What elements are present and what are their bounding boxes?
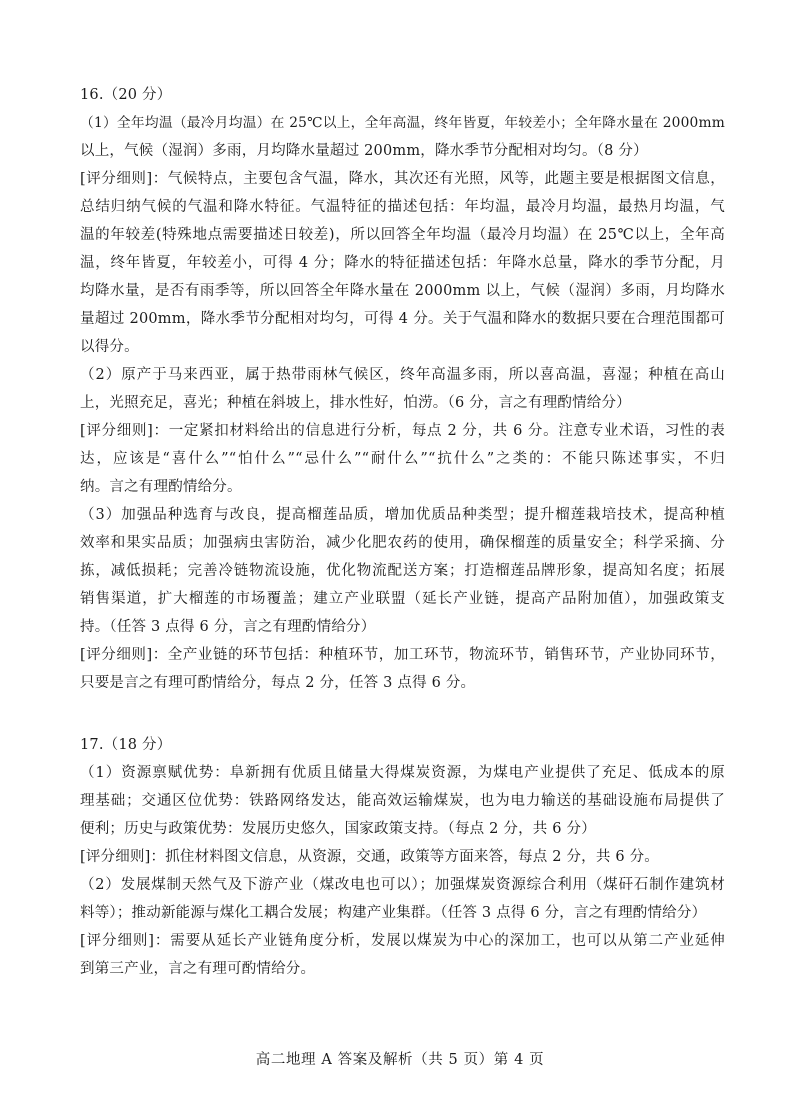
q16-part1-rubric <box>80 165 725 361</box>
text-line: 以得分。 <box>80 339 139 355</box>
text-line: [评分细则]：全产业链的环节包括：种植环节，加工环节，物流环节，销售环节，产业协同环节， <box>80 647 725 663</box>
q16-part2-answer <box>80 361 725 417</box>
text-line: [评分细则]：气候特点，主要包含气温，降水，其次还有光照，风等，此题主要是根据图文信息， <box>80 171 725 187</box>
q16-part3-answer <box>80 501 725 641</box>
text-line: （2）发展煤制天然气及下游产业（煤改电也可以）；加强煤炭资源综合利用（煤矸石制作建筑材 <box>80 877 725 893</box>
text-line: 料等）；推动新能源与煤化工耦合发展；构建产业集群。（任答 3 点得 6 分，言之有理酌情给分） <box>80 905 707 921</box>
text-line: 理基础；交通区位优势：铁路网络发达，能高效运输煤炭，也为电力输送的基础设施布局提供了 <box>80 793 725 809</box>
text-line: 总结归纳气候的气温和降水特征。气温特征的描述包括：年均温，最冷月均温，最热月均温，气 <box>80 199 725 215</box>
q16-part3-rubric <box>80 641 725 697</box>
q17-part2-answer <box>80 871 725 927</box>
text-line: 量超过 200mm，降水季节分配相对均匀，可得 4 分。关于气温和降水的数据只要在合理范围都可 <box>80 311 725 327</box>
text-line: 到第三产业，言之有理可酌情给分。 <box>80 961 316 977</box>
text-line: [评分细则]：抓住材料图文信息，从资源，交通，政策等方面来答，每点 2 分，共 6 分。 <box>80 849 659 865</box>
text-line: 便利；历史与政策优势：发展历史悠久，国家政策支持。（每点 2 分，共 6 分） <box>80 821 596 837</box>
text-line: 温的年较差(特殊地点需要描述日较差)，所以回答全年均温（最冷月均温）在 25℃以上，全年高 <box>80 227 725 243</box>
text-line: 纳。言之有理酌情给分。 <box>80 479 242 495</box>
text-line: 上，光照充足，喜光；种植在斜坡上，排水性好，怕涝。（6 分，言之有理酌情给分） <box>80 395 631 411</box>
q17-heading: 17.（18 分） <box>80 737 172 753</box>
q16-part1-answer <box>80 109 725 165</box>
text-line: 销售渠道，扩大榴莲的市场覆盖；建立产业联盟（延长产业链，提高产品附加值），加强政策支 <box>80 591 725 607</box>
text-line: （3）加强品种选育与改良，提高榴莲品质，增加优质品种类型；提升榴莲栽培技术，提高种植 <box>80 507 725 523</box>
text-line: 达，应该是“喜什么”“怕什么”“忌什么”“耐什么”“抗什么”之类的：不能只陈述事实，不归 <box>80 451 725 467</box>
text-line: 只要是言之有理可酌情给分，每点 2 分，任答 3 点得 6 分。 <box>80 675 476 691</box>
q17-part1-rubric <box>80 843 725 871</box>
text-line: 均降水量，是否有雨季等，所以回答全年降水量在 2000mm 以上，气候（湿润）多雨，月均降水 <box>80 283 725 299</box>
section-spacer <box>80 697 725 731</box>
q16-heading: 16.（20 分） <box>80 87 172 103</box>
text-line: [评分细则]：一定紧扣材料给出的信息进行分析，每点 2 分，共 6 分。注意专业术语，习性的表 <box>80 423 725 439</box>
q17-part1-answer <box>80 759 725 843</box>
q17-part2-rubric <box>80 927 725 983</box>
text-line: 持。（任答 3 点得 6 分，言之有理酌情给分） <box>80 619 376 635</box>
text-line: （1）全年均温（最冷月均温）在 25℃以上，全年高温，终年皆夏，年较差小；全年降水量在 2000mm <box>80 115 725 131</box>
text-line: （1）资源禀赋优势：阜新拥有优质且储量大得煤炭资源，为煤电产业提供了充足、低成本的原 <box>80 765 725 781</box>
q16-part2-rubric <box>80 417 725 501</box>
page-content <box>80 81 725 983</box>
text-line: 以上，气候（湿润）多雨，月均降水量超过 200mm，降水季节分配相对均匀。（8 分） <box>80 143 648 159</box>
page-footer: 高二地理 A 答案及解析（共 5 页）第 4 页 <box>255 1052 545 1068</box>
text-line: 温，终年皆夏，年较差小，可得 4 分；降水的特征描述包括：年降水总量，降水的季节分配，月 <box>80 255 725 271</box>
text-line: 拣，减低损耗；完善冷链物流设施，优化物流配送方案；打造榴莲品牌形象，提高知名度；拓展 <box>80 563 725 579</box>
text-line: （2）原产于马来西亚，属于热带雨林气候区，终年高温多雨，所以喜高温，喜湿；种植在高山 <box>80 367 725 383</box>
text-line: 效率和果实品质；加强病虫害防治，减少化肥农药的使用，确保榴莲的质量安全；科学采摘、分 <box>80 535 725 551</box>
text-line: [评分细则]：需要从延长产业链角度分析，发展以煤炭为中心的深加工，也可以从第二产业延伸 <box>80 933 725 949</box>
